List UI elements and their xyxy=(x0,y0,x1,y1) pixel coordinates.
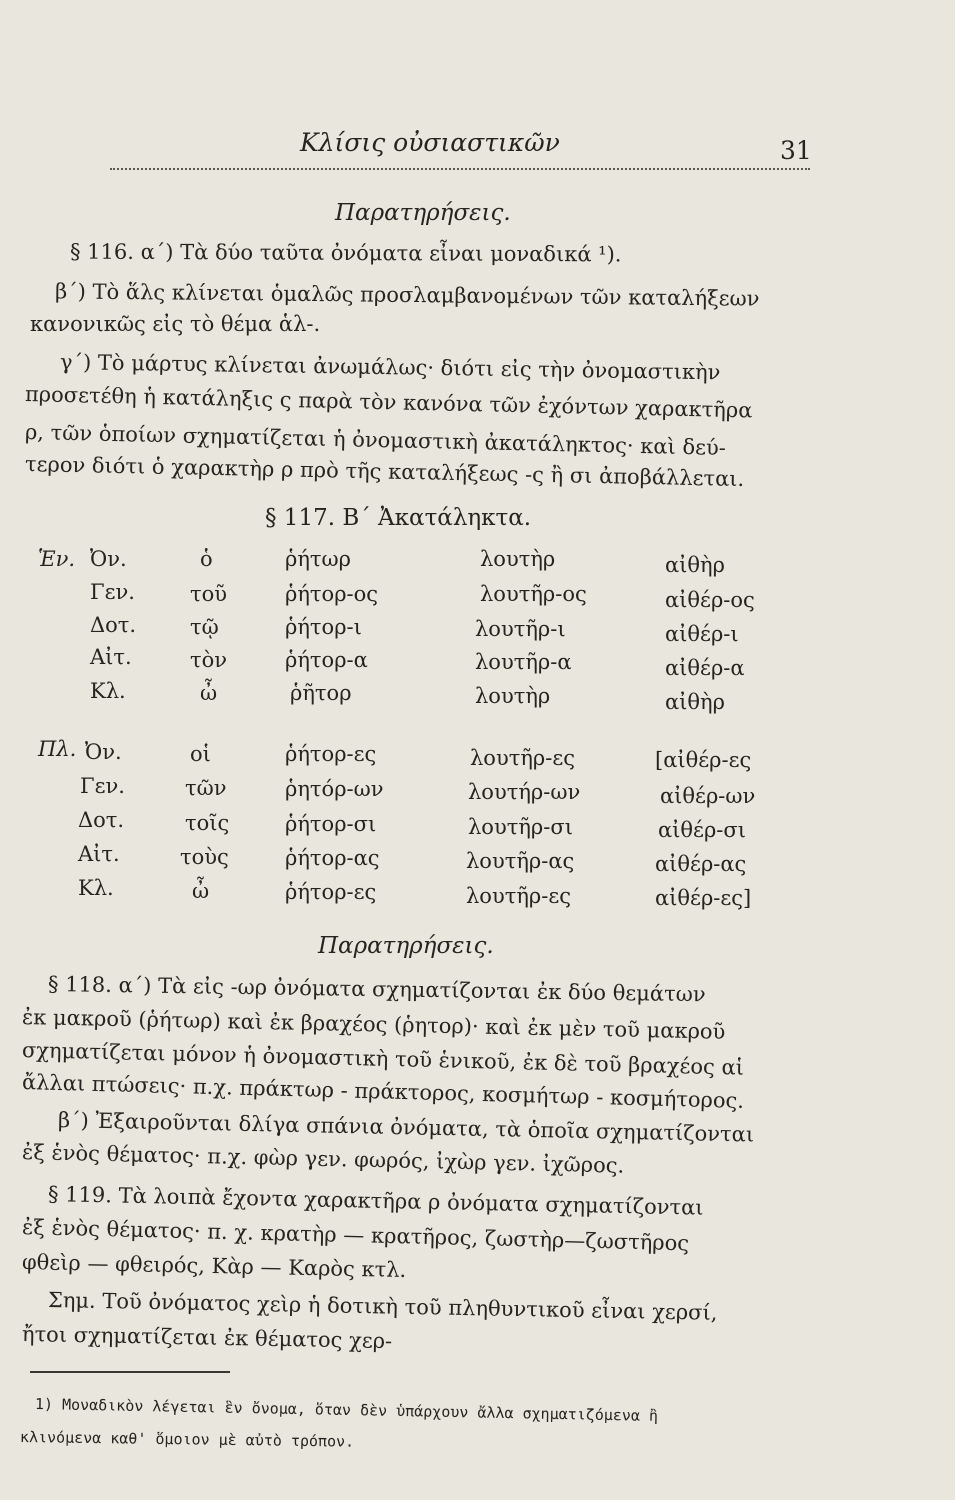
form-aither: αἰθὴρ xyxy=(665,553,725,577)
form-aither: αἰθέρ-α xyxy=(665,656,745,680)
paragraph-118-line: ἐξ ἑνὸς θέματος· π.χ. φὼρ γεν. φωρός, ἰχὼρ γεν. ἰχῶρος. xyxy=(21,1140,625,1178)
article: τῶν xyxy=(185,776,227,800)
note-line: ἤτοι σχηματίζεται ἐκ θέματος χερ- xyxy=(21,1322,393,1354)
form-loutir: λουτὴρ xyxy=(480,547,556,571)
form-loutir: λουτῆρ-α xyxy=(475,650,572,674)
paragraph-116-line: τερον διότι ὁ χαρακτὴρ ρ πρὸ τῆς καταλήξεως -ς ἢ σι ἀποβάλλεται. xyxy=(24,452,745,492)
case-label: Γεν. xyxy=(90,580,135,604)
footnote-line: κλινόμενα καθ' ὅμοιον μὲ αὐτὸ τρόπον. xyxy=(19,1428,355,1451)
paragraph-116-line: προσετέθη ἡ κατάληξις ς παρὰ τὸν κανόνα τῶν ἐχόντων χαρακτῆρα xyxy=(24,382,753,423)
form-rhetor: ῥήτορ-ι xyxy=(285,615,362,639)
form-rhetor: ῥήτορ-ες xyxy=(285,880,377,904)
article: ὁ xyxy=(200,547,213,571)
form-loutir: λουτῆρ-σι xyxy=(468,815,573,839)
case-label: Γεν. xyxy=(80,774,125,798)
article: τοῖς xyxy=(185,811,230,835)
form-aither: αἰθέρ-ας xyxy=(655,852,747,876)
article: τὸν xyxy=(190,648,228,672)
form-loutir: λουτῆρ-ας xyxy=(466,849,575,873)
form-rhetor: ῥήτορ-ες xyxy=(285,742,377,766)
form-rhetor: ῥήτορ-α xyxy=(285,648,368,672)
running-header-title: Κλίσις οὐσιαστικῶν xyxy=(300,128,560,157)
paragraph-118-line: β΄) Ἐξαιροῦνται δλίγα σπάνια ὀνόματα, τὰ ὁποῖα σχηματίζονται xyxy=(57,1108,755,1147)
section-117-heading: § 117. Β΄ Ἀκατάληκτα. xyxy=(265,505,532,531)
header-dotted-rule xyxy=(110,168,810,170)
article: τοῦ xyxy=(190,582,228,606)
form-rhetor: ῥῆτορ xyxy=(290,681,352,705)
paragraph-119-line: § 119. Τὰ λοιπὰ ἔχοντα χαρακτῆρα ρ ὀνόματα σχηματίζονται xyxy=(47,1182,704,1220)
case-label: Αἰτ. xyxy=(90,645,132,669)
form-loutir: λουτῆρ-ες xyxy=(470,746,575,770)
form-rhetor: ῥητόρ-ων xyxy=(285,777,384,801)
note-line: Σημ. Τοῦ ὀνόματος χεὶρ ἡ δοτικὴ τοῦ πληθυντικοῦ εἶναι χερσί, xyxy=(47,1288,718,1325)
paragraph-119-line: ἐξ ἑνὸς θέματος· π. χ. κρατὴρ — κρατῆρος, ζωστὴρ—ζωστῆρος xyxy=(21,1215,690,1256)
observations-heading-2: Παρατηρήσεις. xyxy=(318,933,494,959)
form-aither: αἰθέρ-ος xyxy=(665,588,755,612)
form-aither: [αἰθέρ-ες xyxy=(655,748,752,772)
article: ὦ xyxy=(192,879,210,903)
paragraph-116-line: ρ, τῶν ὁποίων σχηματίζεται ἡ ὀνομαστικὴ ἀκατάληκτος· καὶ δεύ- xyxy=(24,420,727,460)
page-number: 31 xyxy=(780,136,812,165)
paragraph-118-line: ἐκ μακροῦ (ῥήτωρ) καὶ ἐκ βραχέος (ῥητορ)· καὶ ἐκ μὲν τοῦ μακροῦ xyxy=(21,1005,726,1044)
paragraph-119-line: φθεὶρ — φθειρός, Κὰρ — Καρὸς κτλ. xyxy=(21,1250,407,1283)
form-rhetor: ῥήτορ-ας xyxy=(285,846,380,870)
form-rhetor: ῥήτωρ xyxy=(285,547,352,571)
singular-label: Ἑν. xyxy=(38,547,76,571)
form-loutir: λουτῆρ-ες xyxy=(466,884,571,908)
paragraph-118-line: σχηματίζεται μόνον ἡ ὀνομαστικὴ τοῦ ἑνικοῦ, ἐκ δὲ τοῦ βραχέος αἱ xyxy=(21,1038,745,1080)
form-loutir: λουτῆρ-ι xyxy=(475,617,566,641)
form-loutir: λουτῆρ-ος xyxy=(480,582,587,606)
form-aither: αἰθέρ-σι xyxy=(658,818,746,842)
form-rhetor: ῥήτορ-ος xyxy=(285,582,379,606)
footnote-line: 1) Μοναδικὸν λέγεται ἓν ὄνομα, ὅταν δὲν ὑπάρχουν ἄλλα σχηματιζόμενα ἢ xyxy=(34,1395,659,1425)
paragraph-116-line: κανονικῶς εἰς τὸ θέμα ἁλ-. xyxy=(30,312,321,336)
case-label: Ὀν. xyxy=(90,547,127,571)
paragraph-116-line: § 116. α΄) Τὰ δύο ταῦτα ὀνόματα εἶναι μοναδικά ¹). xyxy=(69,239,622,267)
article: οἱ xyxy=(190,742,211,766)
article: ὦ xyxy=(200,681,218,705)
form-rhetor: ῥήτορ-σι xyxy=(285,812,377,836)
case-label: Κλ. xyxy=(78,876,114,900)
form-aither: αἰθὴρ xyxy=(665,690,725,714)
case-label: Ὀν. xyxy=(85,740,122,764)
paragraph-116-line: β΄) Τὸ ἅλς κλίνεται ὁμαλῶς προσλαμβανομένων τῶν καταλήξεων xyxy=(54,279,760,311)
paragraph-118-line: ἄλλαι πτώσεις· π.χ. πράκτωρ - πράκτορος, κοσμήτωρ - κοσμήτορος. xyxy=(21,1070,745,1113)
paragraph-116-line: γ΄) Τὸ μάρτυς κλίνεται ἀνωμάλως· διότι εἰς τὴν ὀνομαστικὴν xyxy=(59,350,721,385)
form-loutir: λουτήρ-ων xyxy=(468,780,581,804)
article: τοὺς xyxy=(180,845,229,869)
case-label: Δοτ. xyxy=(90,613,137,637)
paragraph-118-line: § 118. α΄) Τὰ εἰς -ωρ ὀνόματα σχηματίζονται ἐκ δύο θεμάτων xyxy=(47,972,706,1007)
case-label: Κλ. xyxy=(90,679,126,703)
case-label: Αἰτ. xyxy=(78,842,120,866)
form-aither: αἰθέρ-ι xyxy=(665,622,739,646)
observations-heading: Παρατηρήσεις. xyxy=(335,200,511,226)
article: τῷ xyxy=(190,615,219,639)
form-loutir: λουτὴρ xyxy=(475,684,551,708)
case-label: Δοτ. xyxy=(78,808,125,832)
form-aither: αἰθέρ-ων xyxy=(660,784,756,808)
footnote-rule xyxy=(30,1371,230,1373)
plural-label: Πλ. xyxy=(38,737,77,761)
form-aither: αἰθέρ-ες] xyxy=(655,886,752,910)
